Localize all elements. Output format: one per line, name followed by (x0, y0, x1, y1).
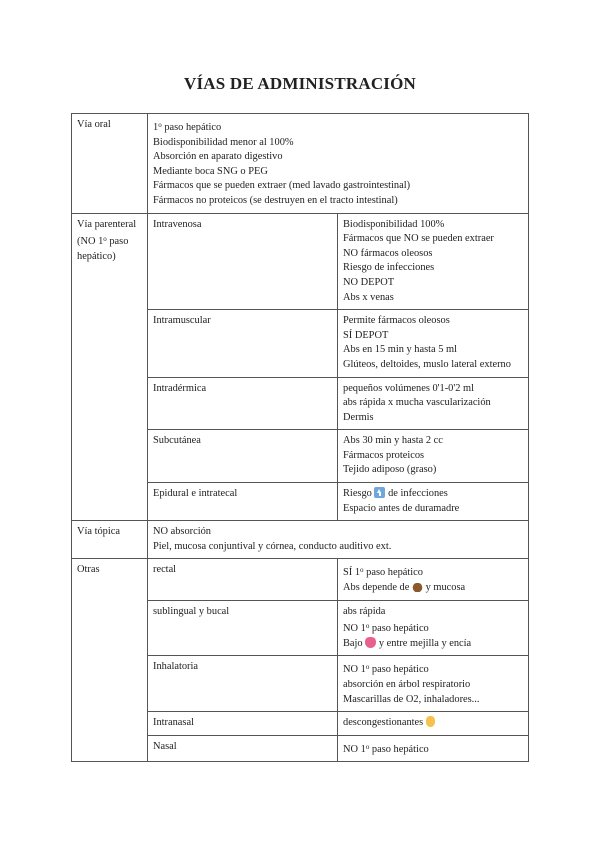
list-item: Biodisponibilidad 100% (343, 218, 445, 230)
ordinal-number: 1 (153, 122, 159, 133)
subroute-details (338, 656, 529, 712)
subroute-details (338, 483, 529, 521)
subroute-name: Inhalatoria (148, 656, 338, 712)
list-item-text: paso hepático (363, 567, 423, 579)
list-item-text: Abs depende de (343, 582, 410, 594)
list-item-text: NO 1 (343, 664, 366, 676)
ordinal-sup: o (365, 663, 370, 672)
subroute-details (338, 377, 529, 430)
subroute-name: Intranasal (148, 712, 338, 736)
list-item: Permite fármacos oleosos (343, 315, 450, 327)
list-item-text: descongestionantes (343, 717, 424, 729)
subroute-details (338, 600, 529, 656)
list-item: NO DEPOT (343, 276, 395, 288)
route-oral-label: Vía oral (72, 114, 148, 214)
list-item: Abs 30 min y hasta 2 cc (343, 435, 443, 447)
list-item: Biodisponibilidad menor al 100% (153, 136, 294, 148)
poop-icon (412, 581, 423, 592)
list-item: pequeños volúmenes 0'1-0'2 ml (343, 382, 475, 394)
list-item: NO absorción (153, 526, 212, 538)
list-item-text: y mucosa (425, 582, 466, 594)
table-row (72, 213, 529, 310)
list-item: SÍ DEPOT (343, 329, 389, 341)
administration-routes-table (71, 113, 529, 762)
ordinal-sup: o (103, 235, 107, 244)
subroute-name: sublingual y bucal (148, 600, 338, 656)
subroute-details (338, 735, 529, 762)
list-item-text: de infecciones (388, 488, 448, 500)
subroute-name: Epidural e intratecal (148, 483, 338, 521)
list-item: abs rápida (343, 605, 386, 617)
list-item-text: paso hepático (369, 664, 429, 676)
list-item: Absorción en aparato digestivo (153, 151, 283, 163)
list-item-text: paso hepático (369, 743, 429, 755)
list-item: Abs x venas (343, 291, 394, 303)
list-item: abs rápida x mucha vascularización (343, 397, 491, 409)
list-item: Mascarillas de O2, inhaladores... (343, 693, 480, 705)
list-item: Abs en 15 min y hasta 5 ml (343, 344, 457, 356)
list-item: Fármacos proteicos (343, 449, 425, 461)
list-item (343, 660, 523, 678)
subroute-name: Intramuscular (148, 310, 338, 377)
list-item (343, 716, 523, 731)
ordinal-sup: o (365, 742, 370, 751)
list-item-text: y entre mejilla y encía (378, 637, 472, 649)
label-line: hepático) (77, 250, 116, 262)
page-title: VÍAS DE ADMINISTRACIÓN (183, 74, 417, 93)
subroute-name: Subcutánea (148, 430, 338, 483)
label-text: (NO 1 (77, 236, 104, 248)
list-item: Espacio antes de duramadre (343, 502, 460, 514)
list-item-text: SÍ 1 (343, 567, 361, 579)
ordinal-sup: o (158, 121, 162, 129)
list-item: NO fármacos oleosos (343, 247, 433, 259)
subroute-name: rectal (148, 559, 338, 600)
list-item: Fármacos que NO se pueden extraer (343, 233, 494, 245)
subroute-name: Intradérmica (148, 377, 338, 430)
route-oral-details (148, 114, 529, 214)
list-item-text: Bajo (343, 637, 363, 649)
list-item (343, 637, 523, 652)
ordinal-sup: o (365, 622, 370, 631)
subroute-name: Intravenosa (148, 213, 338, 310)
subroute-details (338, 310, 529, 377)
list-item-text: Riesgo (343, 488, 372, 500)
list-item-text: paso hepático (164, 122, 222, 133)
list-item (343, 563, 523, 581)
subroute-details (338, 559, 529, 600)
list-item (153, 118, 523, 136)
list-item: Riesgo de infecciones (343, 262, 435, 274)
list-item (343, 487, 523, 502)
list-item: absorción en árbol respiratorio (343, 679, 471, 690)
route-parenteral-label (72, 213, 148, 521)
subroute-details (338, 430, 529, 483)
table-row (72, 559, 529, 600)
route-topica-details (148, 521, 529, 559)
list-item: Dermis (343, 411, 374, 423)
subroute-name: Nasal (148, 735, 338, 762)
subroute-details (338, 213, 529, 310)
route-otras-label: Otras (72, 559, 148, 762)
list-item: Fármacos que se pueden extraer (med lavado gastrointestinal) (153, 180, 411, 192)
list-item: Glúteos, deltoides, muslo lateral externo (343, 358, 511, 370)
list-item-text: paso hepático (369, 623, 429, 635)
route-topica-label: Vía tópica (72, 521, 148, 559)
list-item-text: NO 1 (343, 743, 366, 755)
nose-icon (426, 716, 435, 727)
table-row (72, 114, 529, 214)
label-line (77, 232, 142, 250)
list-item (343, 740, 523, 758)
list-item: Tejido adiposo (graso) (343, 464, 437, 476)
tongue-icon (365, 637, 376, 648)
subroute-details (338, 712, 529, 736)
list-item: Mediante boca SNG o PEG (153, 165, 268, 177)
list-item (343, 619, 523, 637)
list-item-text: NO 1 (343, 623, 366, 635)
label-text: paso (106, 236, 129, 248)
list-item: Fármacos no proteicos (se destruyen en el tracto intestinal) (153, 194, 398, 206)
list-item: Piel, mucosa conjuntival y córnea, conducto auditivo ext. (153, 540, 392, 552)
list-item (343, 581, 523, 596)
table-row (72, 521, 529, 559)
label-line: Vía parenteral (77, 218, 137, 230)
up-arrow-icon (374, 487, 385, 498)
ordinal-sup: o (360, 566, 364, 575)
